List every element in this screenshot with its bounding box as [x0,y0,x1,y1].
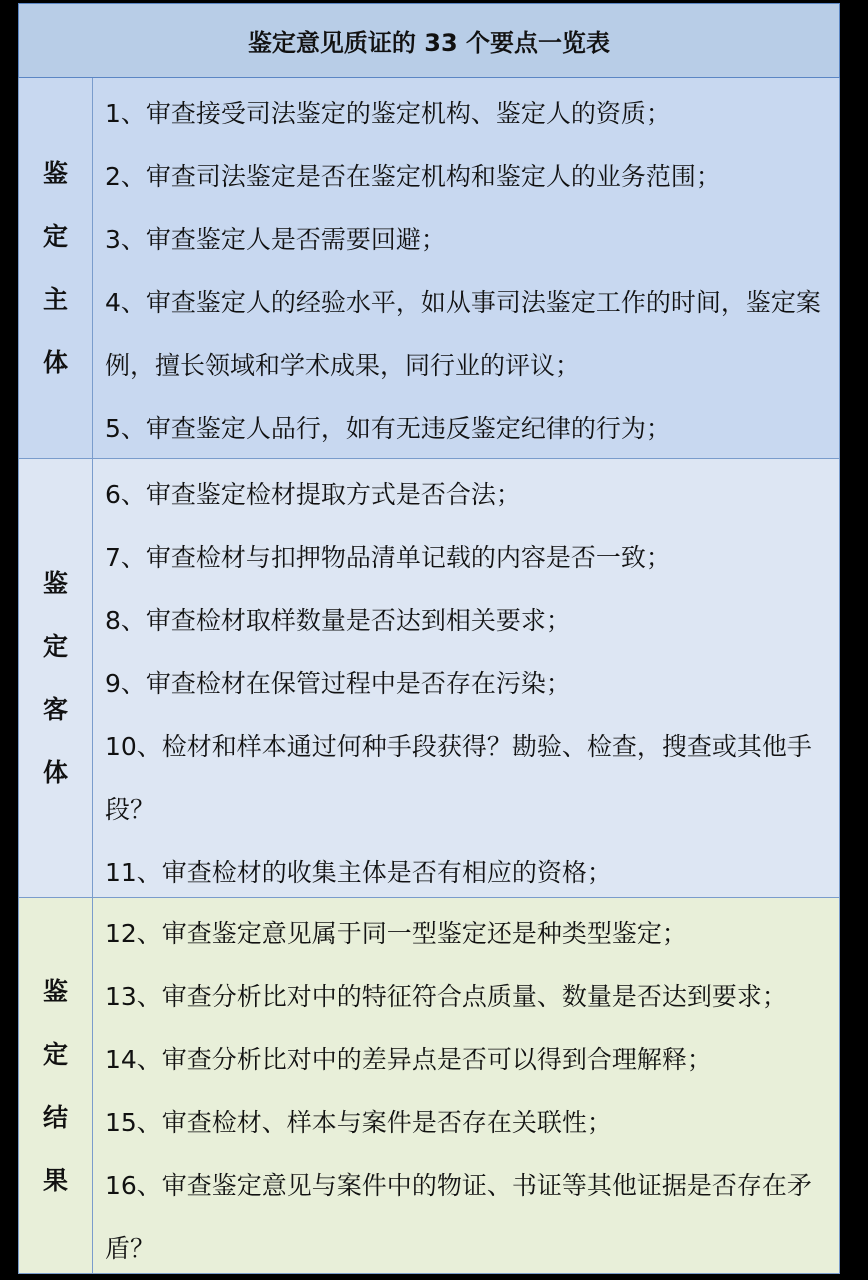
section-label-char: 客 [42,695,68,724]
list-item: 11、审查检材的收集主体是否有相应的资格； [105,858,612,887]
section-label [19,78,93,458]
section-label-char: 定 [42,632,68,661]
list-item: 4、审查鉴定人的经验水平，如从事司法鉴定工作的时间，鉴定案例，擅长领域和学术成果，同行业的评议； [105,288,821,380]
item-list [93,898,839,1280]
list-item: 5、审查鉴定人品行，如有无违反鉴定纪律的行为； [105,414,671,443]
list-item: 3、审查鉴定人是否需要回避； [105,225,446,254]
section-label-char: 主 [42,285,68,314]
section-label-char: 果 [42,1165,68,1195]
list-item: 6、审查鉴定检材提取方式是否合法； [105,480,521,509]
section-result [18,898,840,1274]
list-item: 13、审查分析比对中的特征符合点质量、数量是否达到要求； [105,982,787,1011]
section-label [19,898,93,1273]
list-item: 9、审查检材在保管过程中是否存在污染； [105,669,571,698]
table-title: 鉴定意见质证的 33 个要点一览表 [18,3,840,78]
list-item: 10、检材和样本通过何种手段获得？勘验、检查，搜查或其他手段？ [105,732,812,824]
section-label-char: 体 [42,758,68,787]
section-label-char: 结 [42,1102,68,1132]
list-item: 8、审查检材取样数量是否达到相关要求； [105,606,571,635]
section-label-char: 鉴 [42,159,68,188]
section-label-char: 鉴 [42,976,68,1006]
list-item: 1、审查接受司法鉴定的鉴定机构、鉴定人的资质； [105,99,671,128]
section-label-char: 体 [42,348,68,377]
list-item: 12、审查鉴定意见属于同一型鉴定还是种类型鉴定； [105,919,687,948]
section-subject [18,78,840,459]
list-item: 2、审查司法鉴定是否在鉴定机构和鉴定人的业务范围； [105,162,721,191]
list-item: 14、审查分析比对中的差异点是否可以得到合理解释； [105,1045,712,1074]
section-label-char: 鉴 [42,569,68,598]
section-object [18,459,840,898]
item-list [93,459,839,904]
list-item: 16、审查鉴定意见与案件中的物证、书证等其他证据是否存在矛盾？ [105,1171,812,1263]
section-label-char: 定 [42,1039,68,1069]
list-item: 7、审查检材与扣押物品清单记载的内容是否一致； [105,543,671,572]
list-item: 15、审查检材、样本与案件是否存在关联性； [105,1108,612,1137]
section-label [19,459,93,897]
item-list [93,78,839,460]
section-label-char: 定 [42,222,68,251]
